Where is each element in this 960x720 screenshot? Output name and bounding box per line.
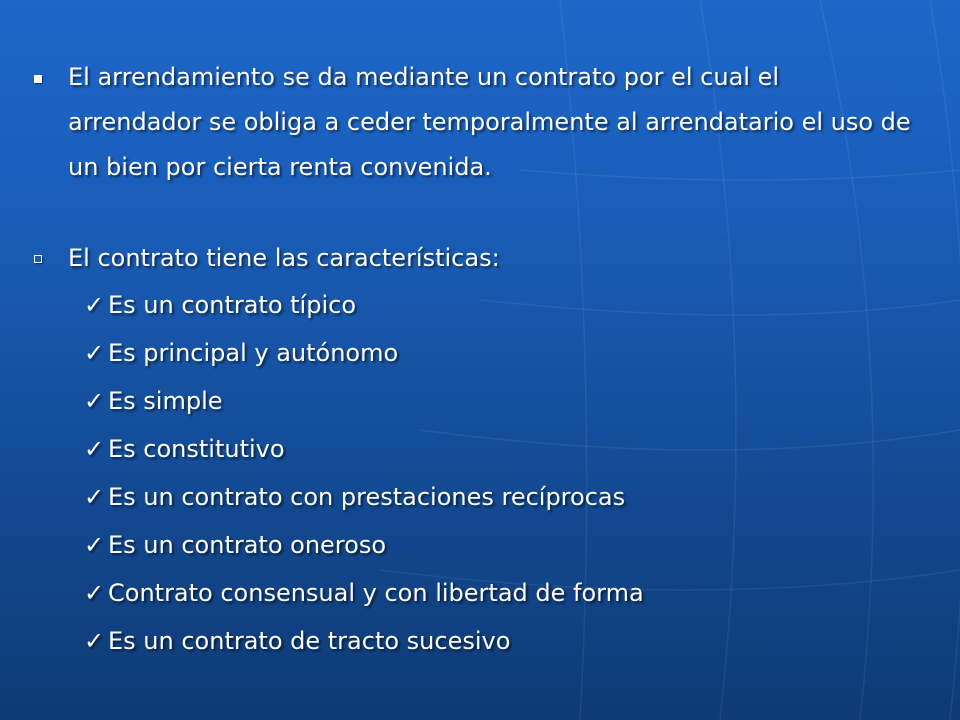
list-item xyxy=(84,377,644,425)
checkmark-icon: ✓ xyxy=(84,579,105,607)
hollow-square-bullet-icon xyxy=(34,255,42,263)
list-item-label: Es simple xyxy=(108,387,223,415)
list-item-label: Es un contrato oneroso xyxy=(108,531,387,559)
checkmark-icon: ✓ xyxy=(84,387,105,415)
characteristics-list xyxy=(84,281,644,665)
list-item xyxy=(84,425,644,473)
list-item xyxy=(84,617,644,665)
list-item xyxy=(84,521,644,569)
list-item xyxy=(84,569,644,617)
checkmark-icon: ✓ xyxy=(84,435,105,463)
checkmark-icon: ✓ xyxy=(84,483,105,511)
list-item-label: Es constitutivo xyxy=(108,435,285,463)
list-item-label: Es un contrato de tracto sucesivo xyxy=(108,627,511,655)
checkmark-icon: ✓ xyxy=(84,339,105,367)
list-item xyxy=(84,329,644,377)
intro-paragraph: El arrendamiento se da mediante un contrato por el cual el arrendador se obliga a ceder temporalmente al arrendatario el uso de un bien por cierta renta convenida. xyxy=(68,63,911,181)
list-item xyxy=(84,473,644,521)
checkmark-icon: ✓ xyxy=(84,627,105,655)
characteristics-heading: El contrato tiene las características: xyxy=(68,244,500,272)
square-bullet-icon xyxy=(34,75,42,83)
checkmark-icon: ✓ xyxy=(84,531,105,559)
list-item-label: Es principal y autónomo xyxy=(108,339,399,367)
list-item-label: Es un contrato típico xyxy=(108,291,357,319)
list-item xyxy=(84,281,644,329)
list-item-label: Es un contrato con prestaciones recíprocas xyxy=(108,483,626,511)
checkmark-icon: ✓ xyxy=(84,291,105,319)
list-item-label: Contrato consensual y con libertad de forma xyxy=(108,579,644,607)
